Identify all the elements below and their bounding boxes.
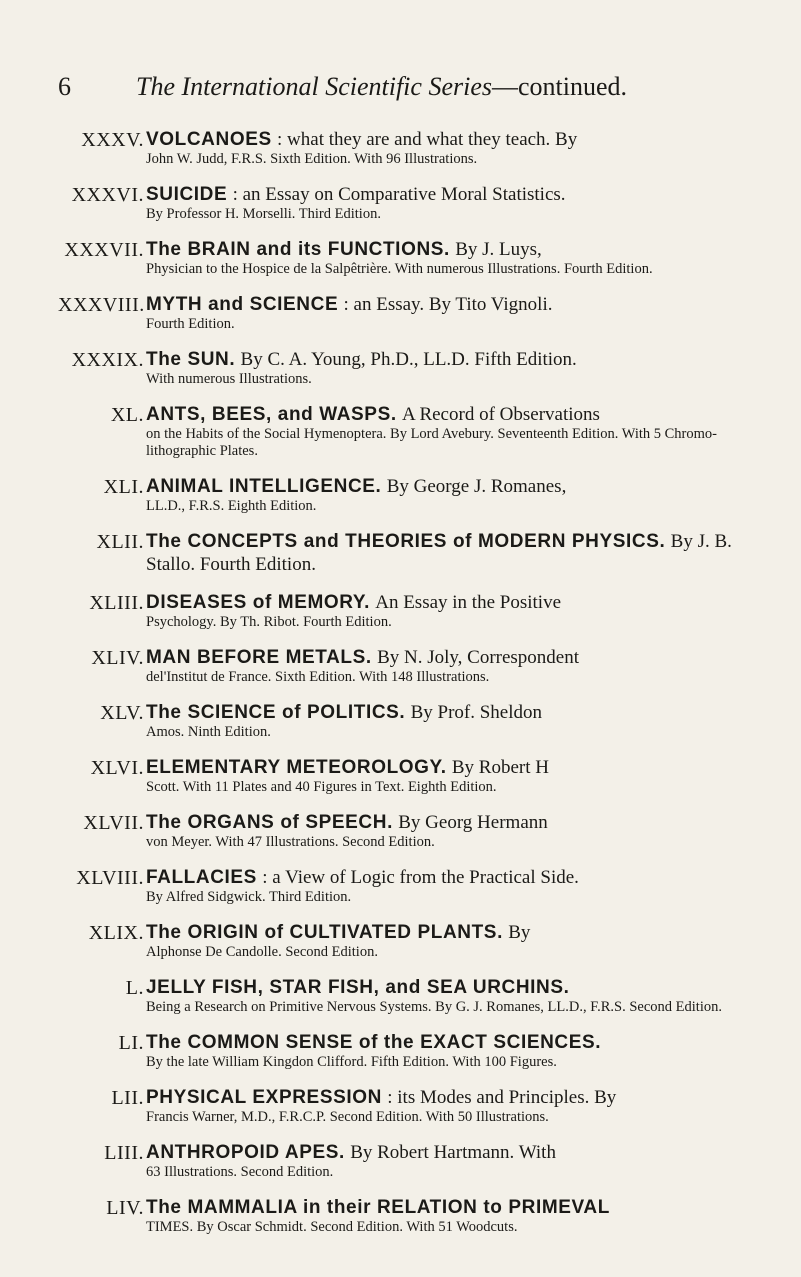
book-title-line	[146, 756, 780, 779]
book-title-line	[146, 1141, 780, 1164]
book-title-line	[146, 921, 780, 944]
book-title-line	[146, 238, 780, 261]
volume-number: XXXVI.	[71, 184, 144, 206]
book-subtitle: A Record of Observations	[402, 404, 600, 425]
book-subtitle: By N. Joly, Correspondent	[377, 647, 580, 668]
book-title: ANTHROPOID APES.	[146, 1142, 345, 1163]
book-title-line	[146, 811, 780, 834]
book-details: del'Institut de France. Sixth Edition. With 148 Illustrations.	[146, 669, 490, 685]
book-details: By the late William Kingdon Clifford. Fifth Edition. With 100 Figures.	[146, 1054, 557, 1070]
book-entry	[58, 811, 780, 851]
book-subtitle: : an Essay. By Tito Vignoli.	[343, 294, 553, 315]
book-details: on the Habits of the Social Hymenoptera. By Lord Avebury. Seventeenth Edition. With 5 Chromo-lithographic Plates.	[146, 426, 717, 459]
volume-number: LIV.	[106, 1197, 144, 1219]
book-title-line	[146, 1196, 780, 1219]
book-entry	[58, 646, 780, 686]
volume-number: XLIII.	[89, 592, 144, 614]
book-title-line	[146, 1086, 780, 1109]
book-title: The ORIGIN of CULTIVATED PLANTS.	[146, 922, 503, 943]
book-details: Psychology. By Th. Ribot. Fourth Edition.	[146, 614, 392, 630]
book-entry	[58, 1196, 780, 1236]
book-details: LL.D., F.R.S. Eighth Edition.	[146, 498, 317, 514]
book-entry	[58, 701, 780, 741]
book-subtitle: An Essay in the Positive	[375, 592, 562, 613]
book-subtitle: By J. B. Stallo. Fourth Edition.	[146, 531, 732, 575]
book-title: The CONCEPTS and THEORIES of MODERN PHYSICS.	[146, 531, 666, 552]
book-details: Being a Research on Primitive Nervous Systems. By G. J. Romanes, LL.D., F.R.S. Second Edition.	[146, 999, 722, 1015]
volume-number: XLIV.	[91, 647, 144, 669]
book-title: The SCIENCE of POLITICS.	[146, 702, 406, 723]
book-title-line	[146, 183, 780, 206]
book-title: ELEMENTARY METEOROLOGY.	[146, 757, 447, 778]
book-title-line	[146, 293, 780, 316]
book-subtitle: : an Essay on Comparative Moral Statistics.	[232, 184, 566, 205]
book-title-line	[146, 128, 780, 151]
book-details: John W. Judd, F.R.S. Sixth Edition. With 96 Illustrations.	[146, 151, 478, 167]
book-entry	[58, 591, 780, 631]
book-title-line	[146, 1031, 780, 1054]
book-entry	[58, 866, 780, 906]
volume-number: XXXIX.	[71, 349, 144, 371]
book-entry	[58, 1031, 780, 1071]
book-subtitle: By Robert Hartmann. With	[350, 1142, 556, 1163]
book-title-line	[146, 348, 780, 371]
book-entry	[58, 756, 780, 796]
book-entry	[58, 921, 780, 961]
page-number: 6	[58, 72, 71, 101]
volume-number: XLVIII.	[76, 867, 144, 889]
volume-number: LII.	[111, 1087, 144, 1109]
book-details: von Meyer. With 47 Illustrations. Second Edition.	[146, 834, 435, 850]
continued-label: —continued.	[492, 72, 628, 101]
book-title: The ORGANS of SPEECH.	[146, 812, 393, 833]
volume-number: XXXV.	[81, 129, 144, 151]
book-details: By Professor H. Morselli. Third Edition.	[146, 206, 381, 222]
book-details: TIMES. By Oscar Schmidt. Second Edition. With 51 Woodcuts.	[146, 1219, 518, 1235]
volume-number: LI.	[118, 1032, 144, 1054]
book-title: The COMMON SENSE of the EXACT SCIENCES.	[146, 1032, 602, 1053]
book-subtitle: By	[508, 922, 531, 943]
book-title: ANTS, BEES, and WASPS.	[146, 404, 397, 425]
book-title-line	[146, 475, 780, 498]
book-entry	[58, 976, 780, 1016]
book-entry	[58, 1141, 780, 1181]
book-title-line	[146, 591, 780, 614]
volume-number: XLII.	[96, 531, 144, 553]
book-details: Alphonse De Candolle. Second Edition.	[146, 944, 378, 960]
book-title-line	[146, 866, 780, 889]
book-subtitle: By J. Luys,	[455, 239, 542, 260]
volume-number: XL.	[110, 404, 144, 426]
book-title: SUICIDE	[146, 184, 228, 205]
volume-number: XLVI.	[90, 757, 144, 779]
book-details: By Alfred Sidgwick. Third Edition.	[146, 889, 352, 905]
book-details: Francis Warner, M.D., F.R.C.P. Second Edition. With 50 Illustrations.	[146, 1109, 549, 1125]
book-title: JELLY FISH, STAR FISH, and SEA URCHINS.	[146, 977, 570, 998]
book-entries-list	[58, 128, 780, 1251]
book-details: 63 Illustrations. Second Edition.	[146, 1164, 334, 1180]
book-details: Amos. Ninth Edition.	[146, 724, 271, 740]
book-entry	[58, 183, 780, 223]
book-entry	[58, 128, 780, 168]
book-title: FALLACIES	[146, 867, 257, 888]
volume-number: LIII.	[104, 1142, 144, 1164]
volume-number: XLIX.	[88, 922, 144, 944]
volume-number: XLV.	[100, 702, 144, 724]
book-subtitle: : a View of Logic from the Practical Side.	[262, 867, 579, 888]
book-title-line	[146, 646, 780, 669]
book-title: ANIMAL INTELLIGENCE.	[146, 476, 382, 497]
volume-number: XLVII.	[83, 812, 144, 834]
book-entry	[58, 530, 780, 576]
book-details: Scott. With 11 Plates and 40 Figures in Text. Eighth Edition.	[146, 779, 497, 795]
book-title: The MAMMALIA in their RELATION to PRIMEVAL	[146, 1197, 610, 1218]
volume-number: XLI.	[103, 476, 144, 498]
book-title-line	[146, 403, 780, 426]
book-title: PHYSICAL EXPRESSION	[146, 1087, 382, 1108]
book-title: The SUN.	[146, 349, 236, 370]
book-subtitle: By C. A. Young, Ph.D., LL.D. Fifth Edition.	[240, 349, 577, 370]
book-details: With numerous Illustrations.	[146, 371, 312, 387]
book-entry	[58, 475, 780, 515]
book-subtitle: By Prof. Sheldon	[410, 702, 543, 723]
book-subtitle: : its Modes and Principles. By	[387, 1087, 617, 1108]
page-header	[58, 72, 758, 102]
book-details: Fourth Edition.	[146, 316, 235, 332]
book-title: The BRAIN and its FUNCTIONS.	[146, 239, 450, 260]
volume-number: L.	[125, 977, 144, 999]
book-details: Physician to the Hospice de la Salpêtrière. With numerous Illustrations. Fourth Edition.	[146, 261, 653, 277]
book-entry	[58, 238, 780, 278]
series-title: The International Scientific Series	[136, 72, 492, 101]
book-entry	[58, 403, 780, 460]
book-entry	[58, 293, 780, 333]
book-title-line	[146, 530, 780, 576]
book-subtitle: : what they are and what they teach. By	[277, 129, 578, 150]
book-entry	[58, 348, 780, 388]
volume-number: XXXVIII.	[58, 294, 145, 316]
book-title-line	[146, 701, 780, 724]
book-subtitle: By Robert H	[451, 757, 549, 778]
book-title-line	[146, 976, 780, 999]
book-title: MAN BEFORE METALS.	[146, 647, 372, 668]
book-title: MYTH and SCIENCE	[146, 294, 339, 315]
book-subtitle: By George J. Romanes,	[386, 476, 567, 497]
book-entry	[58, 1086, 780, 1126]
volume-number: XXXVII.	[64, 239, 144, 261]
book-title: DISEASES of MEMORY.	[146, 592, 370, 613]
book-title: VOLCANOES	[146, 129, 272, 150]
book-subtitle: By Georg Hermann	[398, 812, 548, 833]
